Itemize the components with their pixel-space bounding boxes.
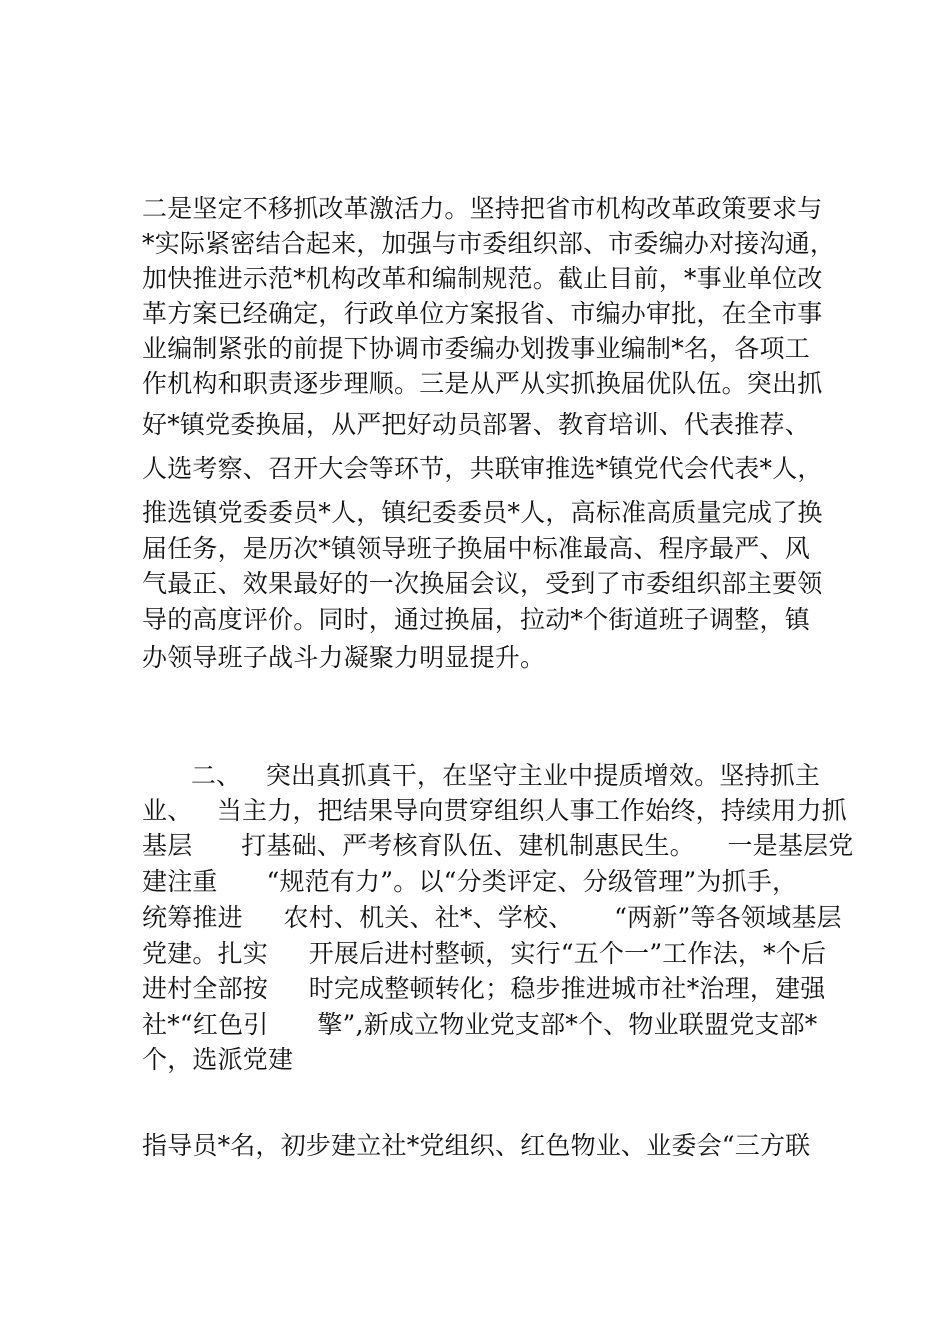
text-line: 业编制紧张的前提下协调市委编办划拨事业编制*名，各项工: [142, 334, 810, 363]
text-line: 办领导班子战斗力凝聚力明显提升。: [142, 643, 546, 672]
text-line: 革方案已经确定，行政单位方案报省、市编办审批，在全市事: [142, 299, 823, 328]
text-line: 好*镇党委换届，从严把好动员部署、教育培训、代表推荐、: [142, 410, 810, 439]
text-line: 业、 当主力，把结果导向贯穿组织人事工作始终，持续用力抓: [142, 796, 847, 825]
text-line: 建注重 “规范有力”。以“分类评定、分级管理”为抓手，: [142, 867, 798, 896]
text-line: 导的高度评价。同时，通过换届，拉动*个街道班子调整，镇: [142, 605, 810, 634]
text-line: 基层 打基础、严考核育队伍、建机制惠民生。 一是基层党: [142, 831, 854, 860]
text-line: 届任务，是历次*镇领导班子换届中标准最高、程序最严、风: [142, 534, 810, 563]
text-line: 指导员*名，初步建立社*党组织、红色物业、业委会“三方联: [142, 1131, 811, 1160]
text-line: 推选镇党委委员*人，镇纪委委员*人，高标准高质量完成了换: [142, 498, 823, 527]
text-line: 加快推进示范*机构改革和编制规范。截止目前，*事业单位改: [142, 264, 823, 293]
text-line: 进村全部按 时完成整顿转化；稳步推进城市社*治理，建强: [142, 974, 826, 1003]
text-line: 二、 突出真抓真干，在坚守主业中提质增效。坚持抓主: [142, 761, 821, 790]
text-line: 社*“红色引 擎”,新成立物业党支部*个、物业联盟党支部*: [142, 1010, 818, 1039]
text-line: 作机构和职责逐步理顺。三是从严从实抓换届优队伍。突出抓: [142, 369, 823, 398]
text-line: *实际紧密结合起来，加强与市委组织部、市委编办对接沟通，: [142, 229, 836, 258]
text-line: 气最正、效果最好的一次换届会议，受到了市委组织部主要领: [142, 569, 823, 598]
text-line: 二是坚定不移抓改革激活力。坚持把省市机构改革政策要求与: [142, 194, 823, 223]
text-line: 人选考察、召开大会等环节，共联审推选*镇党代会代表*人，: [142, 454, 823, 483]
text-line: 党建。扎实 开展后进村整顿，实行“五个一”工作法，*个后: [142, 939, 827, 968]
text-line: 个，选派党建: [142, 1045, 294, 1074]
text-line: 统筹推进 农村、机关、社*、学校、 “两新”等各领域基层: [142, 903, 842, 932]
